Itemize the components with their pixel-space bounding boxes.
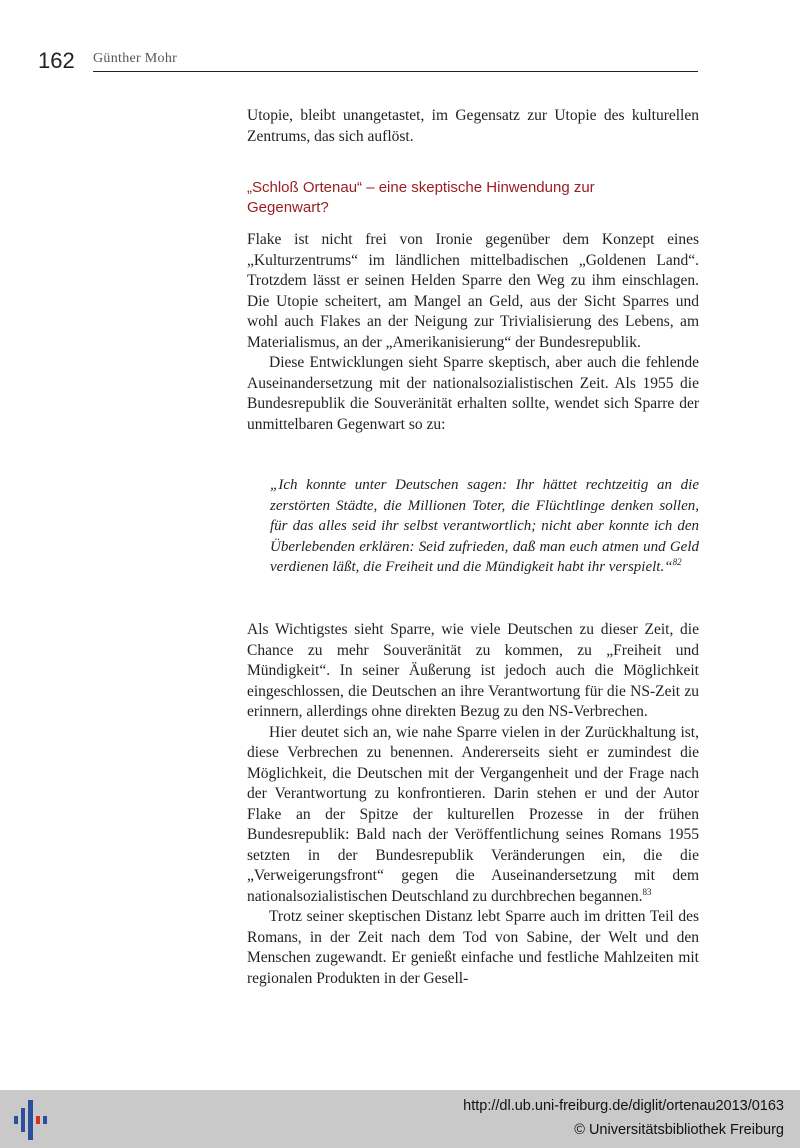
copyright-notice: © Universitätsbibliothek Freiburg bbox=[574, 1122, 784, 1138]
ub-freiburg-logo-icon[interactable] bbox=[10, 1098, 52, 1142]
source-url-link[interactable]: http://dl.ub.uni-freiburg.de/diglit/ortenau2013/0163 bbox=[463, 1098, 784, 1114]
text-block-2 bbox=[247, 620, 699, 989]
paragraph-4: Als Wichtigstes sieht Sparre, wie viele Deutschen zu dieser Zeit, die Chance zu mehr Souveränität zu kommen, zu „Freiheit und Mündigkeit“. In seiner Äußerung ist jedoch auch die Möglichkeit eingeschlossen, die Deutschen an ihre Verantwortung für die NS-Zeit zu erinnern, allerdings ohne direkten Bezug zu den NS-Verbrechen. bbox=[247, 621, 699, 720]
viewer-footer-bar bbox=[0, 1090, 800, 1148]
block-quote bbox=[270, 475, 699, 578]
paragraph-5-text: Hier deutet sich an, wie nahe Sparre vielen in der Zurückhaltung ist, diese Verbrechen zu benennen. Andererseits sieht er zumindest die Möglichkeit, die Deutschen mit der Vergangenheit und der Frage nach der Verantwortung zu konfrontieren. Darin stehen er und der Autor Flake an der Spitze der kulturellen Prozesse in der frühen Bundesrepublik: Bald nach der Veröffentlichung seines Romans 1955 setzten in der Bundesrepublik Veränderungen ein, die die „Verweigerungsfront“ gegen die Auseinandersetzung mit dem nationalsozialistischen Deutschland zu durchbrechen begannen. bbox=[247, 723, 699, 905]
running-head-author: Günther Mohr bbox=[93, 51, 178, 66]
quote-text: „Ich konnte unter Deutschen sagen: Ihr hättet rechtzeitig an die zerstörten Städte, die Millionen Toter, die Flüchtlinge denken sollen, für das alles seid ihr selbst verantwortlich; nicht aber konnte ich den Überlebenden erklären: Seid zufrieden, daß man euch atmen und Geld verdienen läßt, die Freiheit und die Mündigkeit habt ihr verspielt.“ bbox=[270, 477, 699, 575]
paragraph-6: Trotz seiner skeptischen Distanz lebt Sparre auch im dritten Teil des Romans, in der Zeit nach dem Tod von Sabine, der Welt und den Menschen zugewandt. Er genießt einfache und festliche Mahlzeiten mit regionalen Produkten in der Gesell- bbox=[247, 908, 699, 987]
footnote-ref-83: 83 bbox=[642, 886, 652, 897]
paragraph-2: Flake ist nicht frei von Ironie gegenüber dem Konzept eines „Kulturzentrums“ im ländlichen mittelbadischen „Goldenen Land“. Trotzdem lässt er seinen Helden Sparre den Weg zu ihm einschlagen. Die Utopie scheitert, am Mangel an Geld, aus der Sicht Sparres und wohl auch Flakes an der Neigung zur Trivialisierung des Lebens, am Materialismus, an der „Amerikanisierung“ der Bundesrepublik. bbox=[247, 231, 699, 351]
section-heading: „Schloß Ortenau“ – eine skeptische Hinwendung zur Gegenwart? bbox=[247, 179, 595, 216]
paragraph-5 bbox=[247, 723, 699, 908]
running-header bbox=[38, 48, 698, 74]
paragraph-3: Diese Entwicklungen sieht Sparre skeptisch, aber auch die fehlende Auseinandersetzung mit der nationalsozialistischen Zeit. Als 1955 die Bundesrepublik die Souveränität erhalten sollte, wendet sich Sparre der unmittelbaren Gegenwart so zu: bbox=[247, 354, 699, 433]
page-number: 162 bbox=[38, 48, 75, 73]
paragraph-1: Utopie, bleibt unangetastet, im Gegensatz zur Utopie des kulturellen Zentrums, das sich auflöst. bbox=[247, 107, 699, 145]
text-block-1 bbox=[247, 230, 699, 435]
footnote-ref-82: 82 bbox=[672, 557, 682, 567]
header-rule bbox=[93, 71, 698, 72]
